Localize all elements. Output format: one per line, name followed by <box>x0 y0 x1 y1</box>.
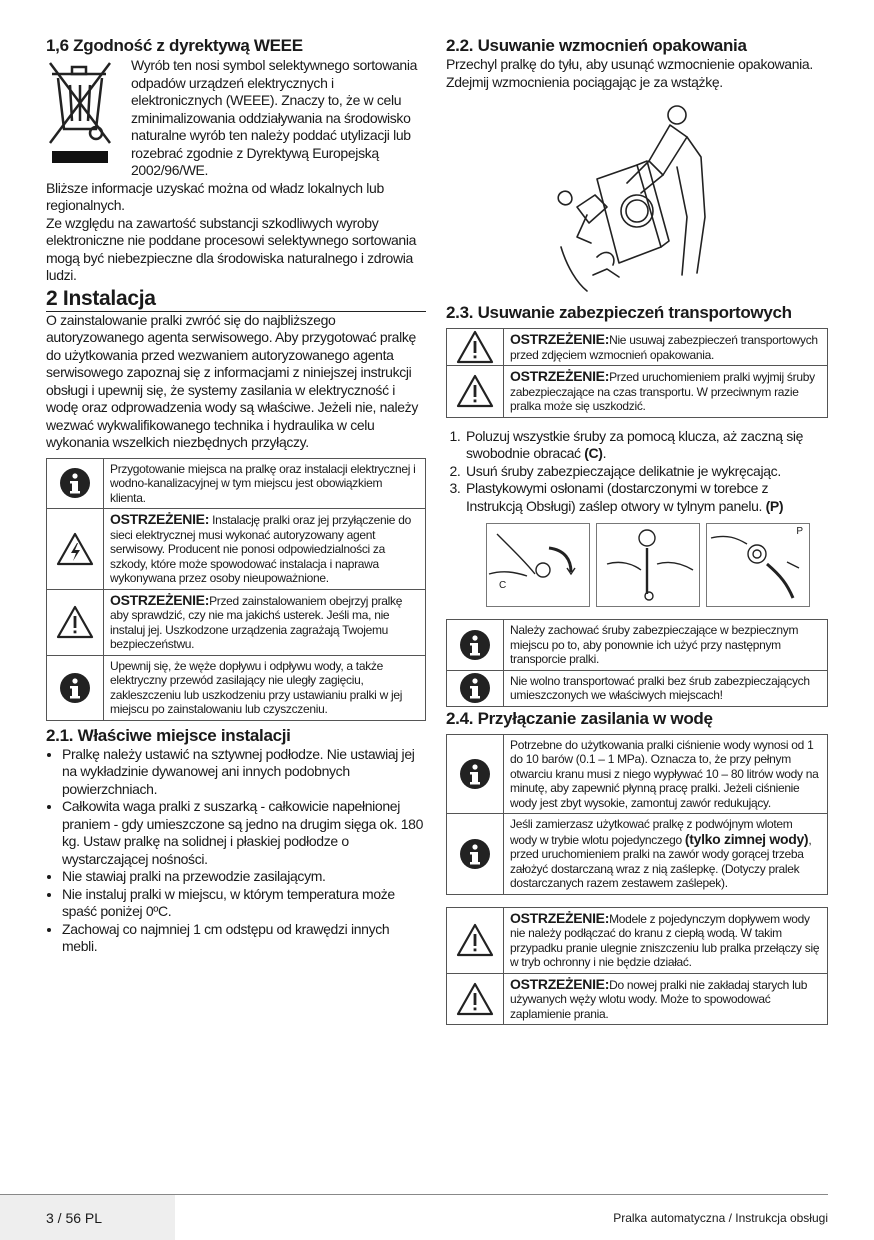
page-footer <box>0 1194 874 1240</box>
step-item <box>464 428 828 463</box>
installation-text: O zainstalowanie pralki zwróć się do najbliższego autoryzowanego agenta serwisowego. Aby przygotować pralkę do użytkowania przed wezwaniem autoryzowanego agenta serwisowego zapoznaj się z informacjami z niniejszej instrukcji obsługi i upewnij się, że systemy zasilania w elektryczność i wodę oraz odprowadzenia wody są właściwe. Jeżeli nie, należy wezwać wykwalifikowanego technika i hydraulika w celu wykonania wszelkich niezbędnych przyłączy. <box>46 311 418 450</box>
packaging-text: Przechyl pralkę do tyłu, aby usunąć wzmocnienie opakowania. Zdejmij wzmocnienia pociągając je za wstążkę. <box>446 56 813 90</box>
info-icon <box>47 656 104 720</box>
list-item: • Pralkę należy ustawić na sztywnej podłodze. Nie ustawiaj jej na wykładzinie dywanowej ani innych podobnych powierzchniach. <box>62 746 426 799</box>
warning-text <box>504 329 827 365</box>
warning-box <box>446 328 828 366</box>
weee-heading: 1,6 Zgodność z dyrektywą WEEE <box>46 36 303 55</box>
weee-hazard: Ze względu na zawartość substancji szkodliwych wyroby elektroniczne nie poddane procesowi selektywnego sortowania mogą być niebezpieczne dla środowiska naturalnego i zdrowia ludzi. <box>46 214 417 283</box>
step-text: Usuń śruby zabezpieczające delikatnie je wykręcając. <box>466 462 781 479</box>
list-item: • Nie instaluj pralki w miejscu, w którym temperatura może spaść poniżej 0ºC. <box>62 886 426 921</box>
warning-icon <box>447 908 504 973</box>
note-body: Nie wolno transportować pralki bez śrub zabezpieczających umieszczonych we właściwych miejscach! <box>510 673 810 702</box>
note-body: Upewnij się, że węże dopływu i odpływu wody, a także elektryczny przewód zasilający nie uległy zagięciu, zakleszczeniu lub uszkodzeniu przy ustawianiu pralki w jej miejscu po zainstalowaniu lub czyszczeniu. <box>110 658 403 716</box>
warning-box <box>46 590 426 656</box>
warning-label: OSTRZEŻENIE: <box>510 331 610 347</box>
weee-bin-icon <box>46 57 121 180</box>
warning-body: Przed zainstalowaniem obejrzyj pralkę aby sprawdzić, czy nie ma jakichś usterek. Jeśli ma, nie instaluj jej. Uszkodzone urządzenia zagrażają Twojemu bezpieczeństwu. <box>110 593 403 651</box>
note-body: Potrzebne do użytkowania pralki ciśnienie wody wynosi od 1 do 10 barów (0.1 – 1 MPa). Oznacza to, że przy pełnym otwarciu kranu musi z niego wypływać 10 – 80 litrów wody na minutę, aby zapewnić płynną pracę pralki. Jeżeli ciśnienie wody jest zbyt wysokie, zamontuj zawór redukujący. <box>510 737 819 810</box>
step-item <box>464 463 828 481</box>
step-text: Poluzuj wszystkie śruby za pomocą klucza, aż zaczną się swobodnie obracać <box>466 427 804 461</box>
warning-text <box>104 509 425 589</box>
warning-label: OSTRZEŻENIE: <box>510 368 610 384</box>
water-info-notes <box>446 734 828 895</box>
note-body-cont: , przed uruchomieniem pralki na zawór wody gorącej trzeba założyć dostarczaną wraz z nią zaślepkę. (Dotyczy pralek dostarczanych razem zestawem zaślepek). <box>510 832 812 890</box>
list-item: • Nie stawiaj pralki na przewodzie zasilającym. <box>62 868 426 886</box>
transport-steps <box>446 428 828 516</box>
packaging-heading: 2.2. Usuwanie wzmocnień opakowania <box>446 36 747 55</box>
placement-heading: 2.1. Właściwe miejsce instalacji <box>46 725 291 745</box>
info-icon <box>447 735 504 814</box>
note-body: Przygotowanie miejsca na pralkę oraz instalacji elektrycznej i wodno-kanalizacyjnej w tym miejscu jest obowiązkiem klienta. <box>110 461 416 505</box>
transport-info-notes <box>446 619 828 707</box>
warning-label: OSTRZEŻENIE: <box>510 975 610 992</box>
transport-heading: 2.3. Usuwanie zabezpieczeń transportowych <box>446 303 792 322</box>
water-warnings <box>446 907 828 1026</box>
step-item <box>464 480 828 515</box>
figure-label-p: P <box>796 526 803 537</box>
warning-body: Do nowej pralki nie zakładaj starych lub używanych węży wlotu wody. Może to spowodować zaplamienie prania. <box>510 977 808 1021</box>
tilt-washer-illustration <box>446 97 828 297</box>
note-text <box>504 735 827 814</box>
warning-text <box>504 908 827 973</box>
weee-text: Wyrób ten nosi symbol selektywnego sortowania odpadów urządzeń elektrycznych i elektronicznych (WEEE). Znaczy to, że w celu zminimalizowania oddziaływania na środowisko naturalne wyrób ten należy poddać utylizacji lub rozebrać zgodnie z Dyrektywą Europejską 2002/96/WE. <box>131 57 418 178</box>
warning-box <box>46 509 426 590</box>
warning-icon <box>47 590 104 655</box>
electric-hazard-icon <box>47 509 104 589</box>
right-column <box>446 36 828 1025</box>
info-icon <box>447 814 504 894</box>
left-column <box>46 36 426 956</box>
warning-body: Przed uruchomieniem pralki wyjmij śruby zabezpieczające na czas transportu. W przeciwnym razie pralka może się uszkodzić. <box>510 370 815 413</box>
warning-body: Modele z pojedynczym dopływem wody nie należy podłączać do kranu z ciepłą wodą. W takim przypadku pranie ulegnie zniszczeniu lub pralka przełączy się w tryb ochronny i nie będzie działać. <box>510 911 820 969</box>
list-item: • Całkowita waga pralki z suszarką - całkowicie napełnionej praniem - gdy umieszczone są jedno na drugim sięga ok. 180 kg. Ustaw pralkę na solidnej i płaskiej podłodze o wystarczającej nośności. <box>62 798 426 868</box>
step-text: Plastykowymi osłonami (dostarczonymi w torebce z Instrukcją Obsługi) zaślep otwory w tylnym panelu. <box>466 480 769 514</box>
water-heading: 2.4. Przyłączanie zasilania w wodę <box>446 708 713 728</box>
warning-text <box>104 590 425 655</box>
page-number: 3 / 56 PL <box>46 1210 103 1226</box>
info-icon <box>447 671 504 706</box>
screw-removal-figures <box>486 523 828 607</box>
warning-box <box>446 366 828 418</box>
note-body: Należy zachować śruby zabezpieczające w bezpiecznym miejscu po to, aby ponownie ich użyć przy następnym transporcie pralki. <box>510 623 799 666</box>
note-text <box>504 814 827 894</box>
warning-icon <box>447 974 504 1025</box>
installation-notes <box>46 458 426 721</box>
warning-body: Nie usuwaj zabezpieczeń transportowych przed zdjęciem wzmocnień opakowania. <box>510 333 818 362</box>
footer-divider <box>0 1194 828 1195</box>
figure-remove <box>596 523 700 607</box>
figure-plug <box>706 523 810 607</box>
transport-warnings <box>446 328 828 418</box>
warning-label: OSTRZEŻENIE: <box>110 511 210 527</box>
step-end: . <box>602 445 607 461</box>
weee-block <box>46 57 426 180</box>
warning-label: OSTRZEŻENIE: <box>110 591 210 608</box>
info-icon <box>47 459 104 509</box>
note-body: Jeśli zamierzasz użytkować pralkę z podwójnym wlotem wody w trybie wlotu pojedynczego <box>510 817 793 847</box>
warning-body: Instalację pralki oraz jej przyłączenie do sieci elektrycznej musi wykonać autoryzowany agent serwisowy. Producent nie ponosi odpowiedzialności za szkody, które może spowodować instalacja i naprawa wykonywana przez osoby nieupoważnione. <box>110 513 411 585</box>
figure-loosen <box>486 523 590 607</box>
warning-icon <box>447 329 504 365</box>
warning-icon <box>447 366 504 417</box>
note-text <box>504 671 827 706</box>
note-box <box>46 656 426 721</box>
warning-box <box>446 907 828 974</box>
note-text <box>104 656 425 720</box>
note-box <box>446 734 828 815</box>
note-text <box>504 620 827 670</box>
step-tag: (P) <box>765 497 784 514</box>
document-title: Pralka automatyczna / Instrukcja obsługi <box>613 1211 828 1225</box>
warning-text <box>504 366 827 417</box>
note-box <box>446 619 828 671</box>
note-box <box>446 671 828 707</box>
installation-heading: 2 Instalacja <box>46 288 426 312</box>
step-tag: (C) <box>584 445 603 461</box>
warning-text <box>504 974 827 1025</box>
list-item: • Zachowaj co najmniej 1 cm odstępu od krawędzi innych mebli. <box>62 921 426 956</box>
note-emphasis: (tylko zimnej wody) <box>684 830 809 847</box>
warning-label: OSTRZEŻENIE: <box>510 909 610 926</box>
note-text <box>104 459 425 509</box>
note-box <box>46 458 426 510</box>
warning-box <box>446 974 828 1026</box>
note-box <box>446 814 828 895</box>
info-icon <box>447 620 504 670</box>
weee-more-info: Bliższe informacje uzyskać można od władz lokalnych lub regionalnych. <box>46 179 384 213</box>
placement-list <box>46 746 426 956</box>
figure-label-c: C <box>499 580 507 591</box>
